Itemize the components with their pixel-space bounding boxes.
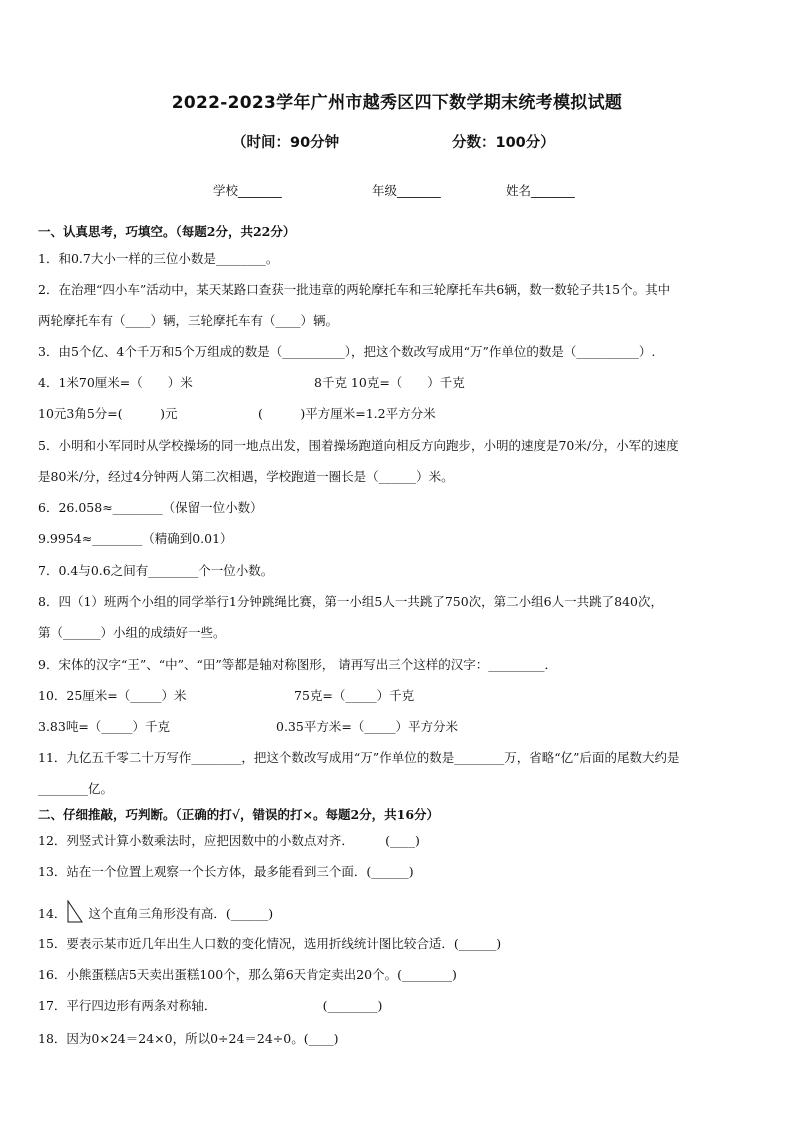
question-12: 12．列竖式计算小数乘法时，应把因数中的小数点对齐． (____) — [38, 833, 420, 848]
question-4-part-1: 4．1米70厘米=（ ）米 — [38, 375, 193, 390]
question-1: 1．和0.7大小一样的三位小数是________。 — [38, 251, 279, 266]
question-18: 18．因为0×24＝24×0，所以0÷24＝24÷0。(____) — [38, 1031, 339, 1046]
school-field: 学校_______ — [213, 183, 282, 198]
question-10-part-3: 3.83吨=（_____）千克 — [38, 719, 171, 734]
name-field: 姓名_______ — [506, 183, 575, 198]
question-10-part-1: 10．25厘米=（_____）米 — [38, 688, 187, 703]
question-10-part-4: 0.35平方米=（_____）平方分米 — [276, 719, 459, 734]
question-4-part-4: ( )平方厘米=1.2平方分米 — [258, 406, 436, 421]
question-16: 16．小熊蛋糕店5天卖出蛋糕100个，那么第6天肯定卖出20个。(________) — [38, 967, 457, 982]
question-2-line-2: 两轮摩托车有（____）辆，三轮摩托车有（____）辆。 — [38, 313, 339, 328]
question-2-line-1: 2．在治理“四小车”活动中，某天某路口查获一批违章的两轮摩托车和三轮摩托车共6辆，数一数轮子共15个。其中 — [38, 282, 671, 297]
question-8-line-2: 第（______）小组的成绩好一些。 — [38, 625, 226, 640]
question-11-line-1: 11．九亿五千零二十万写作________，把这个数改写成用“万”作单位的数是________万，省略“亿”后面的尾数大约是 — [38, 750, 680, 765]
question-4-part-3: 10元3角5分=( )元 — [38, 406, 178, 421]
question-9: 9．宋体的汉字“王”、“中”、“田”等都是轴对称图形， 请再写出三个这样的汉字：_________． — [38, 657, 558, 672]
question-14 — [38, 900, 273, 928]
question-6-part-1: 6．26.058≈________（保留一位小数） — [38, 500, 263, 515]
question-5-line-1: 5．小明和小军同时从学校操场的同一地点出发，围着操场跑道向相反方向跑步，小明的速度是70米/分，小军的速度 — [38, 438, 679, 453]
question-13: 13．站在一个位置上观察一个长方体，最多能看到三个面．(______) — [38, 864, 414, 879]
question-14-text: 这个直角三角形没有高．(______) — [88, 906, 274, 921]
question-15: 15．要表示某市近几年出生人口数的变化情况，选用折线统计图比较合适．(______) — [38, 936, 502, 951]
grade-field: 年级_______ — [372, 183, 441, 198]
question-3: 3．由5个亿、4个千万和5个万组成的数是（__________），把这个数改写成用“万”作单位的数是（__________）. — [38, 344, 656, 359]
question-6-part-2: 9.9954≈________（精确到0.01） — [38, 531, 233, 546]
page-title: 2022-2023学年广州市越秀区四下数学期末统考模拟试题 — [171, 93, 623, 113]
question-11-line-2: ________亿。 — [38, 781, 114, 796]
question-14-number: 14． — [38, 906, 67, 921]
question-17: 17．平行四边形有两条对称轴． (________) — [38, 998, 383, 1013]
question-4-part-2: 8千克 10克=（ ）千克 — [314, 375, 465, 390]
question-7: 7．0.4与0.6之间有________个一位小数。 — [38, 563, 274, 578]
section-1-heading: 一、认真思考，巧填空。（每题2分，共22分） — [38, 224, 296, 239]
section-2-heading: 二、仔细推敲，巧判断。（正确的打√，错误的打×。每题2分，共16分） — [38, 807, 440, 822]
exam-score: 分数：100分） — [452, 135, 555, 151]
exam-time: （时间：90分钟 — [232, 135, 340, 151]
question-10-part-2: 75克=（_____）千克 — [294, 688, 415, 703]
right-triangle-icon — [66, 900, 84, 928]
question-5-line-2: 是80米/分，经过4分钟两人第二次相遇，学校跑道一圈长是（______）米。 — [38, 469, 454, 484]
question-8-line-1: 8．四（1）班两个小组的同学举行1分钟跳绳比赛，第一小组5人一共跳了750次，第二小组6人一共跳了840次， — [38, 594, 663, 609]
